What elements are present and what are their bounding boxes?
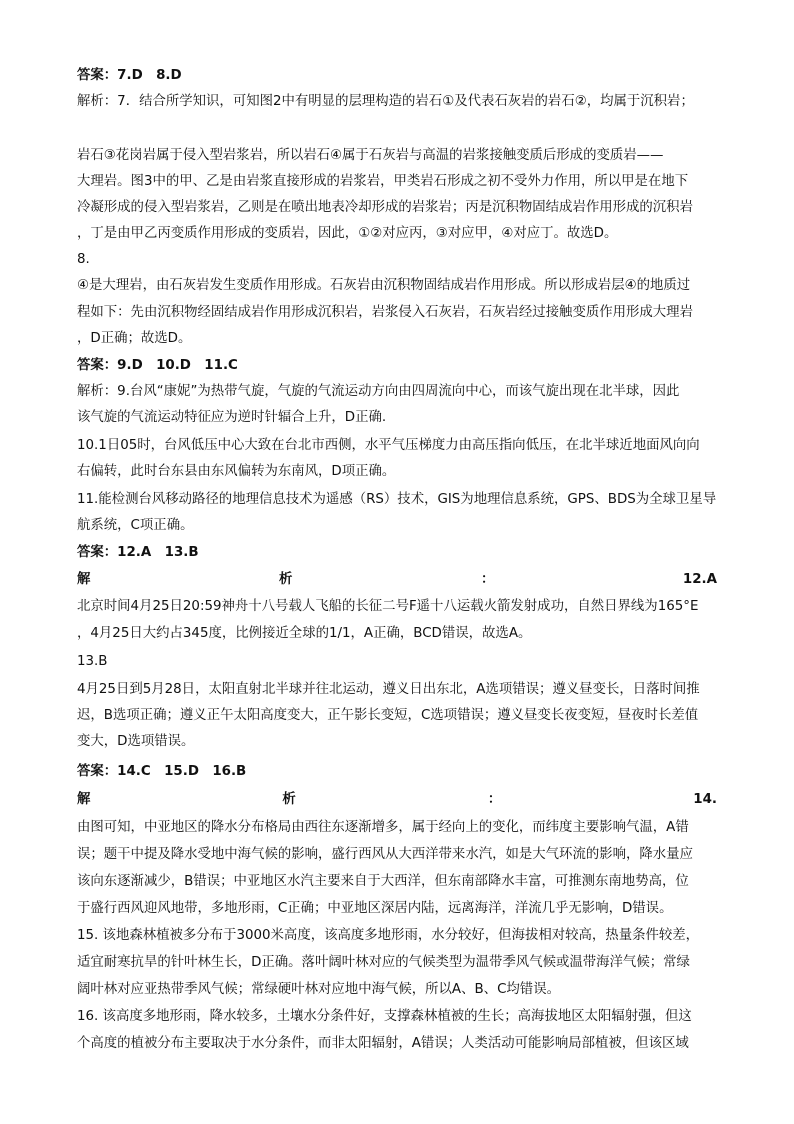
analysis-line: 大理岩。图3中的甲、乙是由岩浆直接形成的岩浆岩，甲类岩石形成之初不受外力作用，所以甲是在地下: [77, 174, 689, 189]
analysis-line: 适宜耐寒抗旱的针叶林生长，D正确。落叶阔叶林对应的气候类型为温带季风气候或温带海洋气候；常绿: [77, 955, 690, 970]
analysis-line: 解析：9.台风“康妮”为热带气旋，气旋的气流运动方向由四周流向中心，而该气旋出现在北半球，因此: [77, 384, 680, 399]
analysis-line: 北京时间4月25日20:59神舟十八号载人飞船的长征二号F遥十八运载火箭发射成功，自然日界线为165°E: [77, 599, 699, 614]
analysis-line: 变大，D选项错误。: [77, 734, 195, 749]
question-number: 8.: [77, 252, 90, 267]
analysis-line: 冷凝形成的侵入型岩浆岩，乙则是在喷出地表冷却形成的岩浆岩；丙是沉积物固结成岩作用形成的沉积岩: [77, 200, 693, 215]
analysis-line: 由图可知，中亚地区的降水分布格局由西往东逐渐增多，属于经向上的变化，而纬度主要影响气温，A错: [77, 820, 689, 835]
analysis-line: 该气旋的气流运动特征应为逆时针辐合上升，D正确.: [77, 410, 387, 425]
heading-char: 析: [282, 792, 296, 807]
analysis-line: 10.1日05时，台风低压中心大致在台北市西侧，水平气压梯度力由高压指向低压，在北半球近地面风向向: [77, 438, 700, 453]
analysis-line: ，D正确；故选D。: [77, 331, 192, 346]
analysis-line: 16. 该高度多地形雨，降水较多，土壤水分条件好，支撑森林植被的生长；高海拔地区太阳辐射强，但这: [77, 1009, 692, 1024]
analysis-line: 4月25日到5月28日，太阳直射北半球并往北运动，遵义日出东北，A选项错误；遵义昼变长，日落时间推: [77, 682, 700, 697]
answer-line-14-16: 答案：14.C 15.D 16.B: [77, 764, 247, 779]
heading-char: 析: [278, 572, 293, 587]
analysis-line: 该向东逐渐减少，B错误；中亚地区水汽主要来自于大西洋，但东南部降水丰富，可推测东南地势高，位: [77, 874, 689, 889]
heading-char: 解: [77, 792, 91, 807]
question-number: 13.B: [77, 654, 108, 669]
heading-char: ：: [480, 572, 495, 587]
analysis-line: 解析：7．结合所学知识，可知图2中有明显的层理构造的岩石①及代表石灰岩的岩石②，均属于沉积岩；: [77, 94, 694, 109]
analysis-line: 航系统，C项正确。: [77, 518, 194, 533]
analysis-line: 15. 该地森林植被多分布于3000米高度，该高度多地形雨，水分较好，但海拔相对较高，热量条件较差，: [77, 928, 700, 943]
analysis-line: 于盛行西风迎风地带，多地形雨，C正确；中亚地区深居内陆，远离海洋，洋流几乎无影响，D错误。: [77, 901, 673, 916]
analysis-line: ④是大理岩，由石灰岩发生变质作用形成。石灰岩由沉积物固结成岩作用形成。所以形成岩层④的地质过: [77, 278, 691, 293]
answer-line-12-13: 答案：12.A 13.B: [77, 545, 199, 560]
analysis-heading-14: [77, 790, 717, 810]
analysis-heading-12: [77, 570, 717, 590]
analysis-line: ，丁是由甲乙丙变质作用形成的变质岩，因此，①②对应丙，③对应甲，④对应丁。故选D。: [77, 226, 618, 241]
analysis-line: 11.能检测台风移动路径的地理信息技术为遥感（RS）技术，GIS为地理信息系统，GPS、BDS为全球卫星导: [77, 492, 717, 507]
analysis-line: ，4月25日大约占345度，比例接近全球的1/1，A正确，BCD错误，故选A。: [77, 626, 532, 641]
analysis-line: 个高度的植被分布主要取决于水分条件，而非太阳辐射，A错误；人类活动可能影响局部植被，但该区域: [77, 1036, 689, 1051]
analysis-line: 岩石③花岗岩属于侵入型岩浆岩，所以岩石④属于石灰岩与高温的岩浆接触变质后形成的变质岩——: [77, 148, 664, 163]
analysis-line: 右偏转，此时台东县由东风偏转为东南风，D项正确。: [77, 464, 396, 479]
answer-line-7-8: 答案：7.D 8.D: [77, 68, 182, 83]
analysis-line: 迟，B选项正确；遵义正午太阳高度变大，正午影长变短，C选项错误；遵义昼变长夜变短，昼夜时长差值: [77, 708, 699, 723]
analysis-line: 阔叶林对应亚热带季风气候；常绿硬叶林对应地中海气候，所以A、B、C均错误。: [77, 982, 560, 997]
answer-line-9-11: 答案：9.D 10.D 11.C: [77, 358, 238, 373]
heading-char: 解: [77, 572, 91, 587]
analysis-line: 误；题干中提及降水受地中海气候的影响，盛行西风从大西洋带来水汽，如是大气环流的影响，降水量应: [77, 847, 693, 862]
heading-answer: 14.: [693, 792, 717, 807]
analysis-line: 程如下：先由沉积物经固结成岩作用形成沉积岩，岩浆侵入石灰岩，石灰岩经过接触变质作用形成大理岩: [77, 305, 693, 320]
heading-char: ：: [487, 792, 502, 807]
heading-answer: 12.A: [682, 572, 717, 587]
